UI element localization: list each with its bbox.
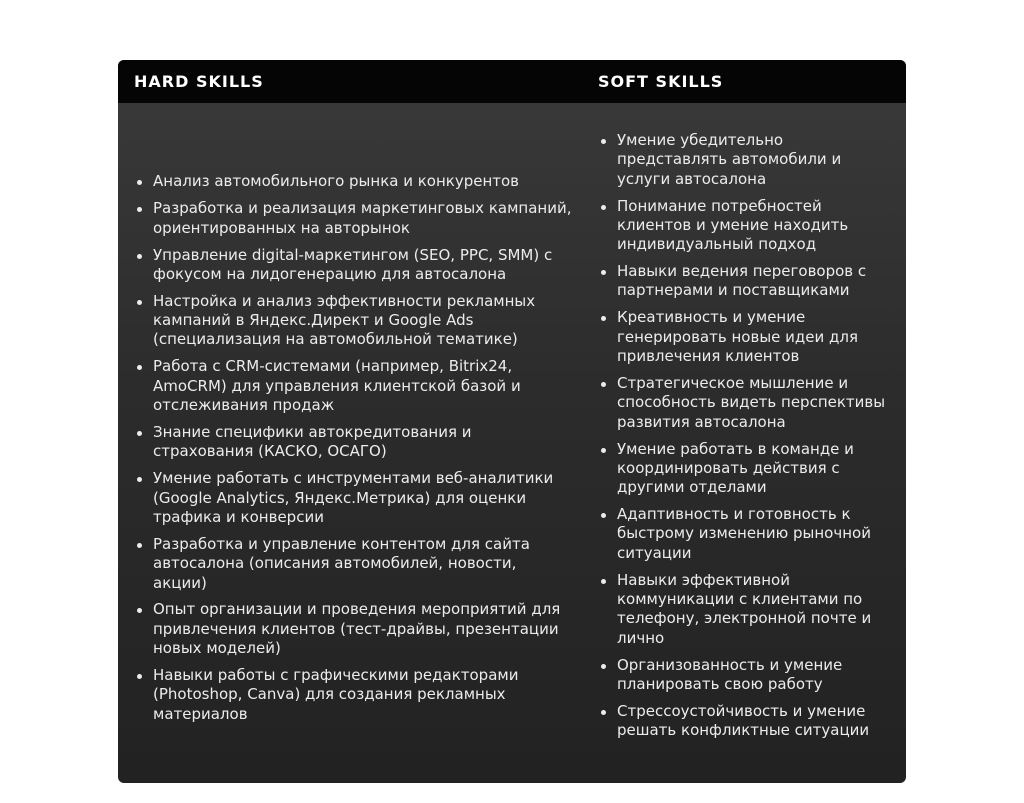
hard-skills-header: HARD SKILLS	[134, 72, 264, 91]
hard-skill-item: Анализ автомобильного рынка и конкурентов	[134, 172, 574, 191]
soft-skill-item: Креативность и умение генерировать новые идеи для привлечения клиентов	[598, 308, 893, 366]
soft-skills-list	[598, 131, 893, 748]
hard-skill-item: Работа с CRM-системами (например, Bitrix24, AmoCRM) для управления клиентской базой и отслеживания продаж	[134, 357, 574, 415]
soft-skill-item: Навыки ведения переговоров с партнерами и поставщиками	[598, 262, 893, 301]
hard-skill-item: Опыт организации и проведения мероприятий для привлечения клиентов (тест-драйвы, презентации новых моделей)	[134, 600, 574, 658]
hard-skill-item: Разработка и управление контентом для сайта автосалона (описания автомобилей, новости, акции)	[134, 535, 574, 593]
table-header	[118, 60, 906, 103]
hard-skill-item: Управление digital-маркетингом (SEO, PPC, SMM) с фокусом на лидогенерацию для автосалона	[134, 246, 574, 285]
hard-skills-column	[134, 103, 574, 783]
soft-skill-item: Понимание потребностей клиентов и умение находить индивидуальный подход	[598, 197, 893, 255]
soft-skills-column	[598, 103, 893, 783]
hard-skill-item: Умение работать с инструментами веб-аналитики (Google Analytics, Яндекс.Метрика) для оценки трафика и конверсии	[134, 469, 574, 527]
hard-skill-item: Знание специфики автокредитования и страхования (КАСКО, ОСАГО)	[134, 423, 574, 462]
soft-skill-item: Адаптивность и готовность к быстрому изменению рыночной ситуации	[598, 505, 893, 563]
soft-skill-item: Навыки эффективной коммуникации с клиентами по телефону, электронной почте и лично	[598, 571, 893, 648]
soft-skill-item: Стрессоустойчивость и умение решать конфликтные ситуации	[598, 702, 893, 741]
hard-skill-item: Навыки работы с графическими редакторами (Photoshop, Canva) для создания рекламных материалов	[134, 666, 574, 724]
soft-skill-item: Стратегическое мышление и способность видеть перспективы развития автосалона	[598, 374, 893, 432]
skills-table	[118, 60, 906, 783]
soft-skill-item: Умение работать в команде и координировать действия с другими отделами	[598, 440, 893, 498]
hard-skill-item: Разработка и реализация маркетинговых кампаний, ориентированных на авторынок	[134, 199, 574, 238]
hard-skill-item: Настройка и анализ эффективности рекламных кампаний в Яндекс.Директ и Google Ads (специализация на автомобильной тематике)	[134, 292, 574, 350]
soft-skill-item: Организованность и умение планировать свою работу	[598, 656, 893, 695]
soft-skills-header: SOFT SKILLS	[598, 72, 724, 91]
hard-skills-list	[134, 172, 574, 731]
soft-skill-item: Умение убедительно представлять автомобили и услуги автосалона	[598, 131, 893, 189]
